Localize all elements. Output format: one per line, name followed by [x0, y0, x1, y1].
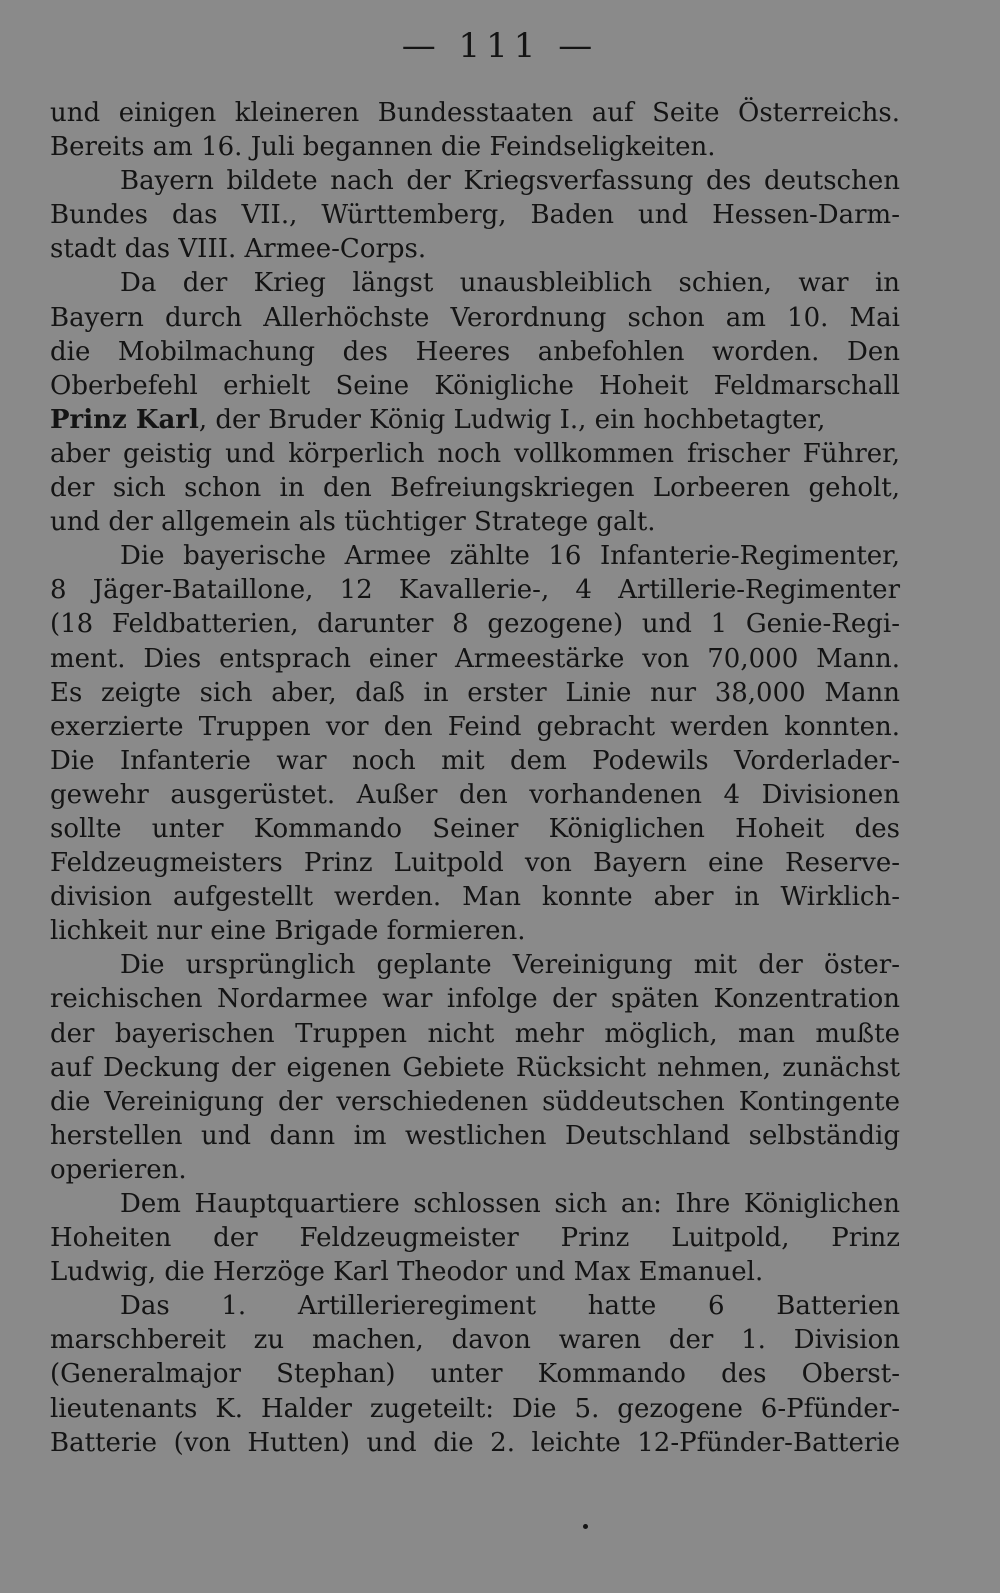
text-line: (18 Feldbatterien, darunter 8 gezogene) und 1 Genie-Regi- — [50, 609, 900, 640]
text-line: Hoheiten der Feldzeugmeister Prinz Luitpold, Prinz — [50, 1223, 900, 1254]
text-line: Dem Hauptquartiere schlossen sich an: Ihre Königlichen — [120, 1189, 900, 1219]
prince-name: Prinz Karl — [50, 404, 199, 435]
text-line: der sich schon in den Befreiungskriegen Lorbeeren geholt, — [50, 473, 900, 504]
text-line: (Generalmajor Stephan) unter Kommando des Oberst- — [50, 1359, 900, 1390]
text-line: 8 Jäger-Bataillone, 12 Kavallerie-, 4 Artillerie-Regimenter — [50, 575, 900, 606]
text-line: sollte unter Kommando Seiner Königlichen Hoheit des — [50, 813, 900, 844]
text-line: und der allgemein als tüchtiger Stratege galt. — [50, 507, 656, 538]
text-line: aber geistig und körperlich noch vollkommen frischer Führer, — [50, 438, 900, 469]
text-line: Die bayerische Armee zählte 16 Infanterie-Regimenter, — [120, 541, 900, 572]
text-line: Bereits am 16. Juli begannen die Feindseligkeiten. — [50, 132, 716, 163]
text-line-rest: , der Bruder König Ludwig I., ein hochbetagter, — [198, 404, 826, 435]
text-line: lieutenants K. Halder zugeteilt: Die 5. gezogene 6-Pfünder- — [50, 1393, 900, 1424]
text-line: ment. Dies entsprach einer Armeestärke von 70,000 Mann. — [50, 643, 900, 674]
text-line: und einigen kleineren Bundesstaaten auf Seite Österreichs. — [50, 98, 900, 128]
text-line: die Vereinigung der verschiedenen süddeutschen Kontingente — [50, 1086, 900, 1117]
text-line: reichischen Nordarmee war infolge der späten Konzentration — [50, 984, 900, 1015]
text-line: division aufgestellt werden. Man konnte aber in Wirklich- — [50, 882, 900, 913]
text-line: gewehr ausgerüstet. Außer den vorhandenen 4 Divisionen — [50, 779, 900, 810]
text-line: exerzierte Truppen vor den Feind gebracht werden konnten. — [50, 711, 900, 742]
text-line: Ludwig, die Herzöge Karl Theodor und Max Emanuel. — [50, 1257, 764, 1288]
text-line: der bayerischen Truppen nicht mehr möglich, man mußte — [50, 1018, 900, 1049]
text-line: Es zeigte sich aber, daß in erster Linie nur 38,000 Mann — [50, 677, 900, 708]
text-line: Bundes das VII., Württemberg, Baden und Hessen-Darm- — [50, 200, 900, 231]
text-line: Das 1. Artillerieregiment hatte 6 Batterien — [120, 1291, 900, 1322]
text-line: auf Deckung der eigenen Gebiete Rücksicht nehmen, zunächst — [50, 1052, 900, 1083]
text-line: lichkeit nur eine Brigade formieren. — [50, 916, 526, 947]
text-line: Bayern bildete nach der Kriegsverfassung des deutschen — [120, 166, 900, 197]
text-line: Die Infanterie war noch mit dem Podewils Vorderlader- — [50, 745, 900, 776]
text-line: stadt das VIII. Armee-Corps. — [50, 234, 427, 265]
text-line: Da der Krieg längst unausbleiblich schien, war in — [120, 268, 900, 299]
body-text — [50, 96, 900, 1460]
text-line: Die ursprünglich geplante Vereinigung mit der öster- — [120, 950, 900, 981]
text-line: marschbereit zu machen, davon waren der 1. Division — [50, 1325, 900, 1356]
text-line: herstellen und dann im westlichen Deutschland selbständig — [50, 1120, 900, 1151]
text-line: Feldzeugmeisters Prinz Luitpold von Bayern eine Reserve- — [50, 848, 900, 879]
ink-speck — [583, 1524, 588, 1529]
text-line: Bayern durch Allerhöchste Verordnung schon am 10. Mai — [50, 302, 900, 333]
page-number: — 111 — — [401, 26, 599, 66]
text-line: die Mobilmachung des Heeres anbefohlen worden. Den — [50, 336, 900, 367]
text-line: Batterie (von Hutten) und die 2. leichte 12-Pfünder-Batterie — [50, 1427, 900, 1458]
text-line: operieren. — [50, 1154, 187, 1185]
text-line-with-name — [50, 403, 900, 437]
text-line: Oberbefehl erhielt Seine Königliche Hoheit Feldmarschall — [50, 370, 900, 401]
